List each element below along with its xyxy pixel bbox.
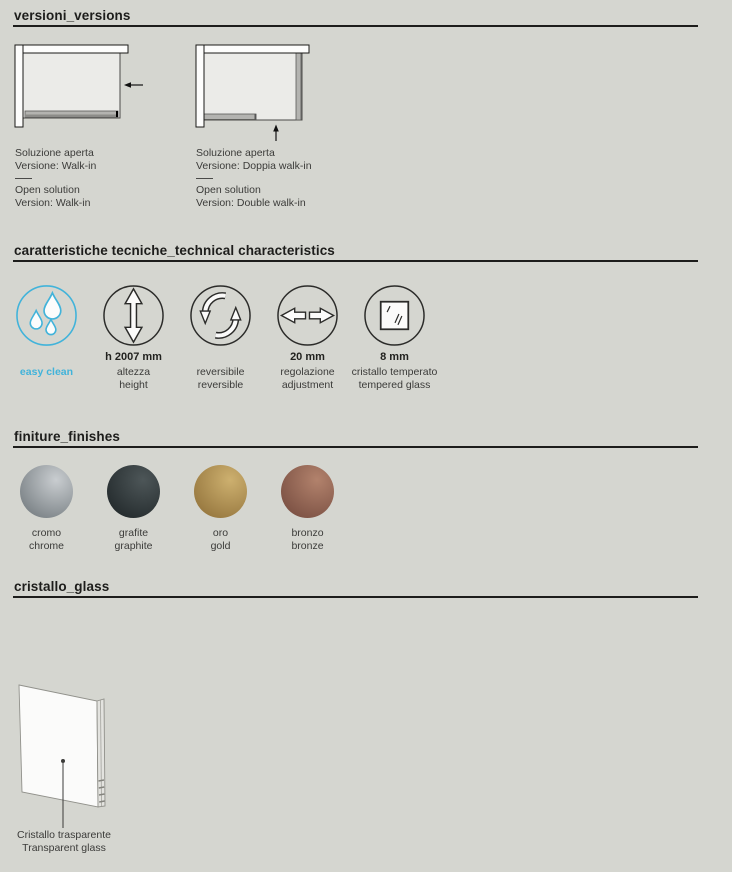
finish-bronze	[264, 465, 351, 553]
caption-line: Soluzione aperta	[196, 147, 275, 159]
caption-line: Open solution	[15, 184, 80, 197]
walk-in-plan-diagram	[8, 40, 168, 145]
characteristic-reversible	[177, 284, 264, 391]
characteristic-label: reversibile reversible	[196, 366, 245, 391]
double-walk-in-plan-diagram	[189, 40, 349, 150]
section-heading-versions: versioni_versions	[14, 8, 131, 23]
finish-gold	[177, 465, 264, 553]
finish-swatch-chrome	[20, 465, 73, 518]
left-wall	[196, 45, 204, 127]
version-caption-double-walk-in	[196, 147, 312, 210]
shower-interior	[23, 53, 120, 118]
top-wall	[196, 45, 309, 53]
heading-rule	[13, 596, 698, 598]
version-caption-walk-in	[15, 147, 96, 210]
shower-interior	[204, 53, 302, 120]
section-heading-glass: cristallo_glass	[14, 579, 110, 594]
panel-end-cap	[255, 114, 257, 120]
top-wall	[15, 45, 128, 53]
characteristic-height	[90, 284, 177, 391]
finish-label: grafite graphite	[114, 527, 153, 552]
caption-line: Open solution	[196, 184, 261, 197]
height-double-arrow-icon	[102, 284, 165, 347]
entry-arrow-up-icon	[273, 125, 279, 142]
caption-line: Versione: Doppia walk-in	[196, 160, 312, 172]
finish-swatch-gold	[194, 465, 247, 518]
glass-panel-shadow	[25, 115, 118, 118]
characteristic-value: 20 mm	[290, 351, 325, 363]
characteristics-row	[3, 284, 438, 391]
glass-caption: Cristallo trasparente Transparent glass	[17, 829, 111, 854]
section-heading-characteristics: caratteristiche tecniche_technical characteristics	[14, 243, 335, 258]
characteristic-adjustment	[264, 284, 351, 391]
finish-label: bronzo bronze	[291, 527, 324, 552]
adjustment-arrows-icon	[276, 284, 339, 347]
transparent-glass-panel-figure	[8, 655, 128, 833]
finishes-row	[3, 465, 351, 553]
reversible-arrows-icon	[189, 284, 252, 347]
characteristic-label: cristallo temperato tempered glass	[351, 366, 438, 391]
tempered-glass-icon	[363, 284, 426, 347]
caption-line: Version: Double walk-in	[196, 197, 306, 210]
finish-graphite	[90, 465, 177, 553]
divider-dash	[15, 178, 32, 179]
finish-label: oro gold	[210, 527, 231, 552]
easy-clean-drops-icon	[15, 284, 78, 347]
panel-end-cap	[116, 111, 118, 117]
characteristic-easy-clean	[3, 284, 90, 391]
heading-rule	[13, 260, 698, 262]
finish-chrome	[3, 465, 90, 553]
characteristic-label: altezza height	[116, 366, 151, 391]
finish-swatch-graphite	[107, 465, 160, 518]
finish-label: cromo chrome	[28, 527, 64, 552]
glass-panel-bottom-left	[202, 114, 256, 120]
caption-line: Soluzione aperta	[15, 147, 94, 159]
caption-line: Version: Walk-in	[15, 197, 91, 210]
entry-arrow-left-icon	[124, 82, 143, 88]
caption-line: Versione: Walk-in	[15, 160, 97, 172]
heading-rule	[13, 25, 698, 27]
divider-dash	[196, 178, 213, 179]
characteristic-label: easy clean	[19, 366, 74, 378]
characteristic-tempered-glass	[351, 284, 438, 391]
characteristic-value	[3, 351, 90, 364]
section-heading-finishes: finiture_finishes	[14, 429, 120, 444]
left-wall	[15, 45, 23, 127]
glass-front-face	[19, 685, 98, 807]
characteristic-value: 8 mm	[380, 351, 409, 363]
characteristic-label: regolazione adjustment	[280, 366, 335, 391]
heading-rule	[13, 446, 698, 448]
finish-swatch-bronze	[281, 465, 334, 518]
characteristic-value: h 2007 mm	[105, 351, 162, 363]
characteristic-value	[177, 351, 264, 364]
glass-panel-right	[296, 53, 301, 120]
